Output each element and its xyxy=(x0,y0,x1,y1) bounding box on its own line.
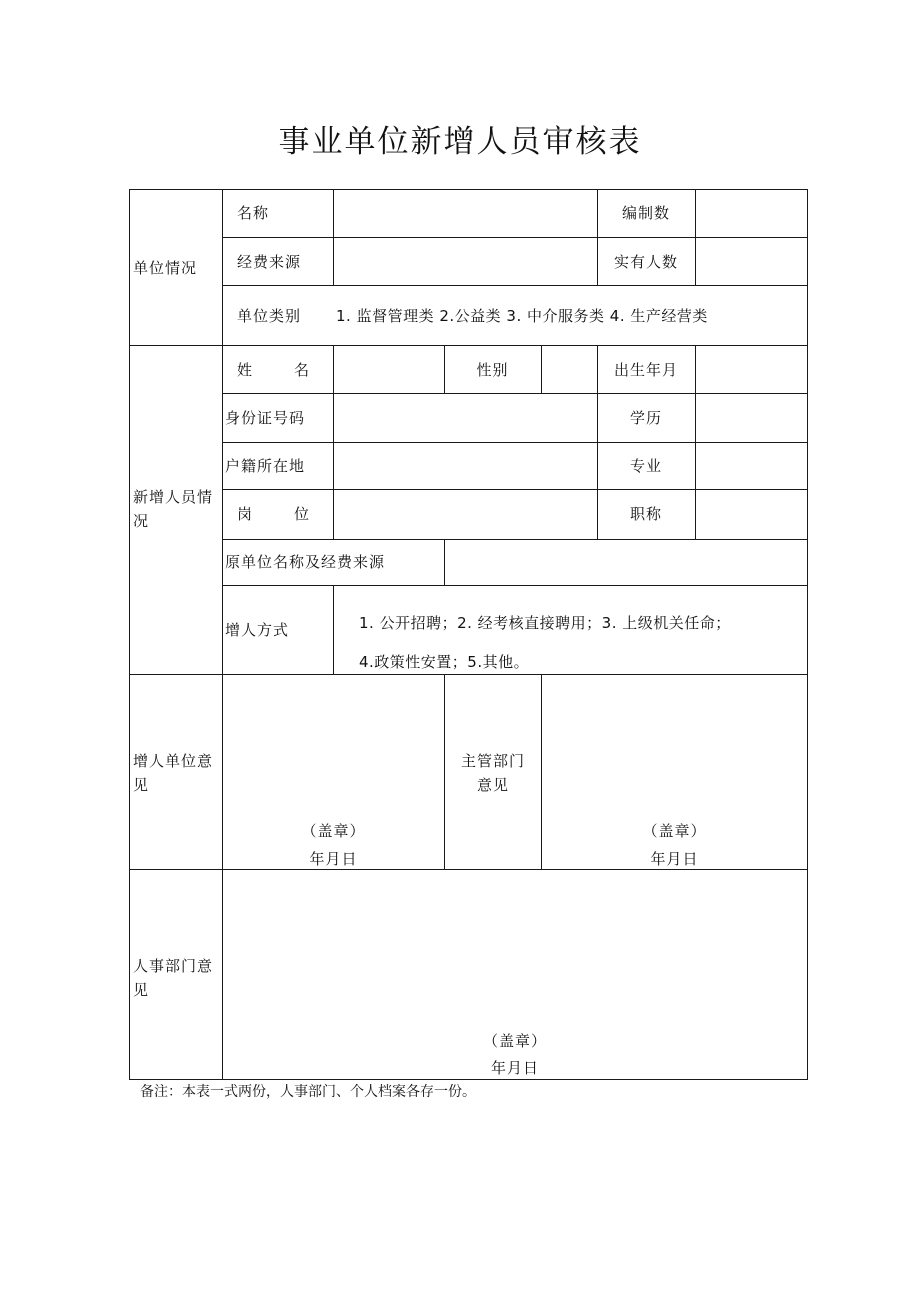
unit-category-label: 单位类别 xyxy=(237,307,302,325)
gender-label: 性别 xyxy=(476,361,509,379)
unit-category-options: 1. 监督管理类 2.公益类 3. 中介服务类 4. 生产经营类 xyxy=(336,307,708,325)
professional-title-label: 职称 xyxy=(629,505,662,523)
unit-opinion-date: 年月日 xyxy=(309,850,358,868)
actual-count-label: 实有人数 xyxy=(613,253,678,271)
hiring-method-label: 增人方式 xyxy=(225,621,290,639)
major-label: 专业 xyxy=(629,457,662,475)
dept-opinion-seal: （盖章） xyxy=(642,822,707,840)
post-label: 岗 位 xyxy=(237,505,314,523)
person-section-header: 新增人员情况 xyxy=(133,488,214,530)
id-number-label: 身份证号码 xyxy=(225,409,306,427)
person-name-label: 姓 名 xyxy=(237,361,314,379)
previous-unit-label: 原单位名称及经费来源 xyxy=(225,553,386,571)
unit-opinion-label: 增人单位意见 xyxy=(133,752,214,794)
hr-opinion-label: 人事部门意见 xyxy=(133,957,214,999)
unit-opinion-seal: （盖章） xyxy=(301,822,366,840)
hiring-method-line2: 4.政策性安置；5.其他。 xyxy=(359,653,530,671)
footer-note: 备注：本表一式两份，人事部门、个人档案各存一份。 xyxy=(140,1084,476,1100)
staffing-label: 编制数 xyxy=(621,204,670,222)
residence-label: 户籍所在地 xyxy=(225,457,306,475)
birth-date-label: 出生年月 xyxy=(613,361,678,379)
form-title: 事业单位新增人员审核表 xyxy=(278,124,642,160)
education-label: 学历 xyxy=(629,409,662,427)
funding-source-label: 经费来源 xyxy=(237,253,302,271)
hiring-method-line1: 1. 公开招聘；2. 经考核直接聘用；3. 上级机关任命； xyxy=(359,614,731,632)
dept-opinion-date: 年月日 xyxy=(650,850,699,868)
dept-opinion-label: 主管部门意见 xyxy=(460,752,525,794)
hr-opinion-seal: （盖章） xyxy=(482,1032,547,1050)
unit-section-header: 单位情况 xyxy=(133,259,198,277)
hr-opinion-date: 年月日 xyxy=(490,1059,539,1077)
unit-name-label: 名称 xyxy=(237,204,270,222)
